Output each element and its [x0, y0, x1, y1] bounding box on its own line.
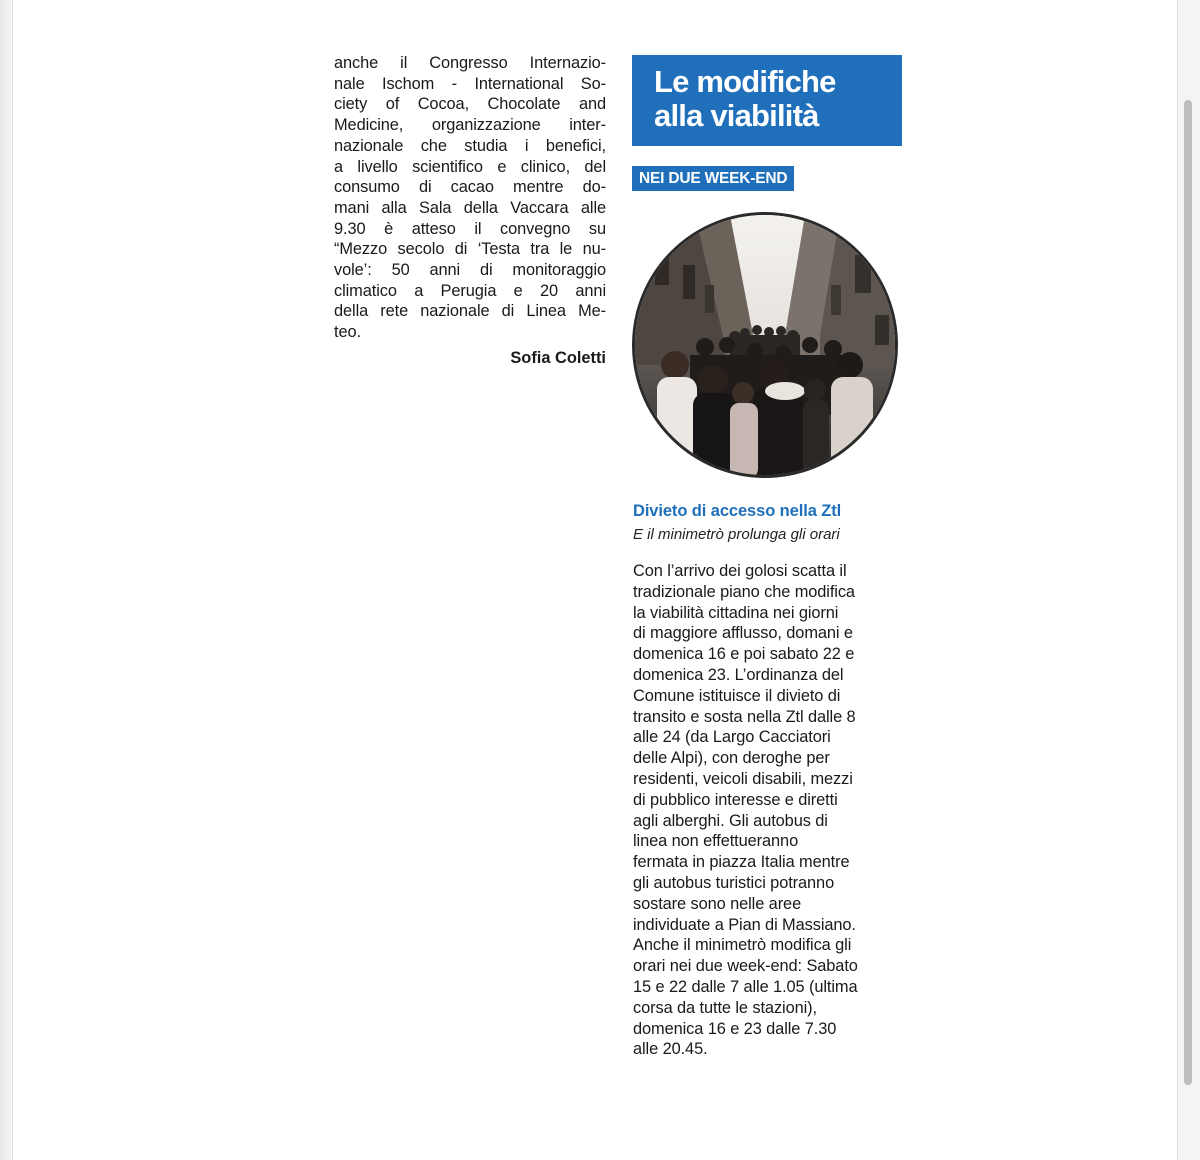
box-line: Anche il minimetrò modifica gli — [633, 936, 852, 955]
box-line: individuate a Pian di Massiano. — [633, 915, 856, 934]
box-line: di maggiore afflusso, domani e — [633, 624, 853, 643]
box-line: corsa da tutte le stazioni), — [633, 998, 817, 1017]
box-line: domenica 16 e 23 dalle 7.30 — [633, 1019, 837, 1038]
box-line: domenica 23. L’ordinanza del — [633, 665, 844, 684]
box-line: tradizionale piano che modifica — [633, 582, 855, 601]
box-line: domenica 16 e poi sabato 22 e — [633, 645, 855, 664]
box-line: transito e sosta nella Ztl dalle 8 — [633, 707, 856, 726]
box-line: alle 24 (da Largo Cacciatori — [633, 728, 831, 747]
left-article-column — [334, 53, 606, 368]
box-body-column — [633, 561, 903, 1060]
author-byline: Sofia Coletti — [510, 348, 606, 367]
headline-line: alla viabilità — [654, 98, 819, 133]
article-line: mani alla Sala della Vaccara alle — [334, 198, 606, 217]
box-line: agli alberghi. Gli autobus di — [633, 811, 828, 830]
article-line: a livello scientifico e clinico, del — [334, 157, 606, 176]
box-line: residenti, veicoli disabili, mezzi — [633, 769, 853, 788]
article-line: vole’: 50 anni di monitoraggio — [334, 261, 606, 280]
box-line: la viabilità cittadina nei giorni — [633, 603, 839, 622]
article-line: ciety of Cocoa, Chocolate and — [334, 95, 606, 114]
box-headline — [632, 55, 902, 146]
box-line: alle 20.45. — [633, 1040, 708, 1059]
article-line: della rete nazionale di Linea Me- — [334, 302, 606, 321]
article-line: climatico a Perugia e 20 anni — [334, 281, 606, 300]
viewer-scrollbar-thumb[interactable] — [1184, 100, 1192, 1085]
box-line: Comune istituisce il divieto di — [633, 686, 841, 705]
crowd-street-photo — [632, 212, 898, 478]
box-subdeck: E il minimetrò prolunga gli orari — [633, 526, 840, 543]
article-line: anche il Congresso Internazio- — [334, 54, 606, 72]
article-line: “Mezzo secolo di ‘Testa tra le nu- — [334, 240, 606, 259]
box-line: delle Alpi), con deroghe per — [633, 749, 830, 768]
article-line: Medicine, organizzazione inter- — [334, 116, 606, 135]
box-line: di pubblico interesse e diretti — [633, 790, 838, 809]
box-line: 15 e 22 dalle 7 alle 1.05 (ultima — [633, 977, 858, 996]
headline-line: Le modifiche — [654, 64, 836, 99]
box-line: sostare sono nelle aree — [633, 894, 802, 913]
article-line: teo. — [334, 323, 361, 342]
viewer-scrollbar-track[interactable] — [1177, 0, 1200, 1160]
box-line: fermata in piazza Italia mentre — [633, 853, 850, 872]
article-line: nale Ischom - International So- — [334, 74, 606, 93]
photo-illustration — [635, 215, 895, 475]
box-line: linea non effettueranno — [633, 832, 799, 851]
box-subhead: Divieto di accesso nella Ztl — [633, 502, 842, 520]
article-line: 9.30 è atteso il convegno su — [334, 219, 606, 238]
article-line: consumo di cacao mentre do- — [334, 178, 606, 197]
box-line: gli autobus turistici potranno — [633, 873, 835, 892]
kicker-label: NEI DUE WEEK-END — [632, 166, 794, 191]
box-line: orari nei due week-end: Sabato — [633, 957, 858, 976]
article-line: nazionale che studia i benefici, — [334, 136, 606, 155]
viewer-left-edge — [0, 0, 13, 1160]
box-line: Con l’arrivo dei golosi scatta il — [633, 562, 847, 580]
